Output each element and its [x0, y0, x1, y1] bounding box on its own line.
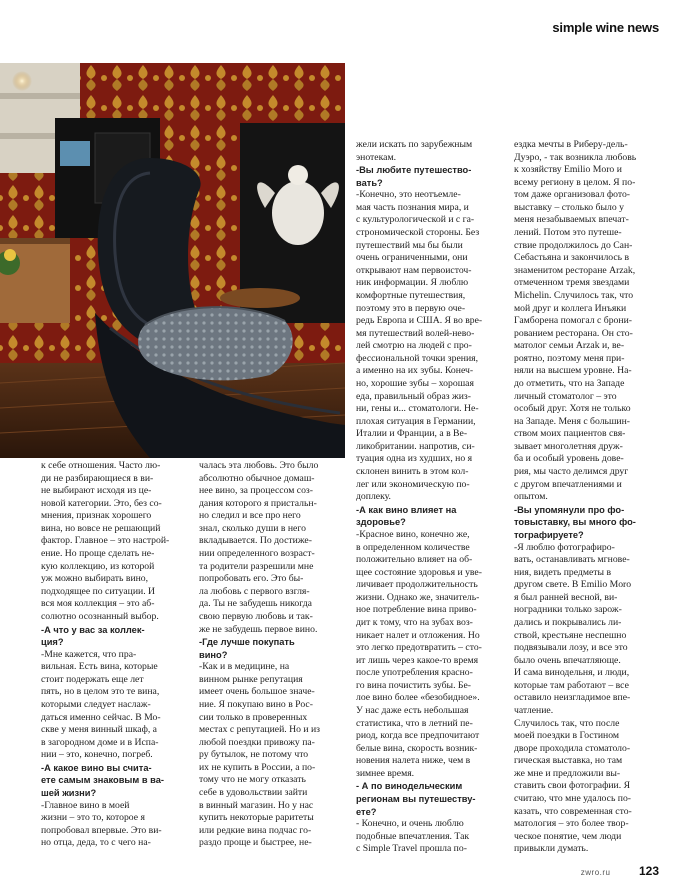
text-line: мнения, признак хорошего [41, 510, 152, 522]
text-line: мя путешествий волей-нево- [356, 327, 475, 339]
text-line: роятно, поэтому меня при- [514, 352, 625, 364]
text-line: меня незабываемых впечат- [514, 214, 629, 226]
text-line: оставило неизгладимое впе- [514, 692, 631, 704]
page-footer [581, 862, 659, 880]
text-line: ликобритании. напротив, си- [356, 440, 475, 452]
text-line: в загородном доме и в Испа- [41, 736, 159, 748]
text-line: рованием ресторана. Он сто- [514, 327, 633, 339]
text-line: уж можно выбирать вино, [41, 573, 149, 585]
text-line: даться именно сейчас. В Мо- [41, 711, 161, 723]
text-line: -Красное вино, конечно же, [356, 528, 470, 540]
text-line: солютно осознанный выбор. [41, 610, 159, 622]
text-line: У нас даже есть небольшая [356, 705, 469, 717]
text-line: энотекам. [356, 151, 397, 163]
question-line: -А что у вас за коллек- [41, 624, 145, 635]
text-line: а именно на их зубы. Конеч- [356, 365, 474, 377]
text-line: склонен винить в этом кол- [356, 466, 469, 478]
text-line: Michelin. Случилось так, что [514, 289, 634, 301]
text-line: И сама винодельня, и люди, [514, 667, 630, 679]
text-line: нии определенного возраст- [199, 548, 315, 560]
question-line: -А какое вино вы счита- [41, 762, 152, 773]
text-line: нее вино, за процессом соз- [199, 485, 313, 497]
text-line: лег или экономическую по- [356, 478, 470, 490]
text-line: моей поездки в Гостином [514, 730, 619, 742]
text-line: го вина почистить зубы. Бе- [356, 679, 471, 691]
text-column-4 [514, 139, 664, 856]
text-line: с культурологической и с га- [356, 214, 475, 226]
text-line: но следил и все про него [199, 510, 301, 522]
text-line: же не забудешь первое вино. [199, 623, 318, 635]
text-line: ение. Но проще сделать не- [41, 548, 155, 560]
text-line: попробовать его. Это бы- [199, 573, 304, 585]
text-line: никает налет и отложения. Но [356, 629, 480, 641]
text-line: знал, сколько души в него [199, 522, 306, 534]
text-line: которыми следует наслаж- [41, 698, 151, 710]
text-line: -Главное вино в моей [41, 799, 130, 811]
text-line: плохая ситуация в Германии, [356, 415, 476, 427]
text-line: не выбирают исходя из це- [41, 485, 152, 497]
question-line: ете самым знаковым в ва- [41, 775, 164, 786]
text-line: положительно влияет на об- [356, 554, 473, 566]
text-line: винном рынке репутация [199, 673, 303, 685]
text-line: дались и покрывались ли- [514, 616, 622, 628]
text-line: поэтому это в первую оче- [356, 302, 466, 314]
text-line: ни, гены и... стоматологи. Не- [356, 403, 479, 415]
text-line: или редкие вина подчас го- [199, 824, 312, 836]
text-line: ездка мечты в Риберу-дель- [514, 139, 628, 150]
text-line: дит к тому, что на зубах воз- [356, 616, 473, 628]
text-line: -Я люблю фотографиро- [514, 541, 615, 553]
text-column-2 [199, 460, 349, 850]
text-line: которые там работают – все [514, 679, 629, 691]
question-line: -Где лучше покупать [199, 637, 295, 648]
text-line: казать, что современная сто- [514, 805, 632, 817]
text-line: в винный магазин. Но у нас [199, 799, 314, 811]
text-line: пять, но в целом это те вина, [41, 686, 160, 698]
text-line: их не купить в России, а по- [199, 761, 316, 773]
text-line: купить некоторые раритеты [199, 812, 314, 824]
text-line: том даже организовал фото- [514, 189, 631, 201]
text-line: редь Европа и США. Я во вре- [356, 315, 483, 327]
text-line: Италии и Франции, а в Ве- [356, 428, 468, 440]
text-line: мой друг и коллега Инъяки [514, 302, 627, 314]
text-line: еда, правильный образ жиз- [356, 390, 471, 402]
text-line: гическая выставка, но там [514, 755, 623, 767]
text-line: новой категории. Это, без со- [41, 497, 162, 509]
text-line: скве у меня винный шкаф, а [41, 724, 157, 736]
text-line: кую коллекцию, из которой [41, 560, 155, 572]
text-line: новения налета ниже, чем в [356, 755, 471, 767]
text-line: считаю, что мне удалось по- [514, 793, 632, 805]
footer-site: zwro.ru [580, 868, 611, 877]
text-line: себе в удовольствии зайти [199, 787, 308, 799]
text-line: жизни. Однако же, значитель- [356, 591, 480, 603]
text-line: с другом впечатлениями и [514, 478, 622, 490]
text-line: белые вина, скорость возник- [356, 742, 478, 754]
text-line: мая часть познания мира, и [356, 201, 469, 213]
text-line: выставку – столько было у [514, 201, 624, 213]
text-line: статистика, что в летний пе- [356, 717, 473, 729]
text-line: но отца, деда, то с чего на- [41, 837, 151, 849]
text-line: подвязывали лозу, и все это [514, 642, 628, 654]
question-line: -А как вино влияет на [356, 504, 457, 515]
text-line: очень ограниченными, они [356, 252, 468, 264]
text-line: да. Ты не забудешь никогда [199, 598, 312, 610]
text-line: ла любовь с первого взгля- [199, 585, 310, 597]
text-line: в определенном количестве [356, 541, 470, 553]
text-line: ит лишь через какое-то время [356, 654, 479, 666]
text-line: имеет очень большое значе- [199, 686, 315, 698]
page-number: 123 [638, 864, 659, 878]
text-line: личивает продолжительность [356, 579, 478, 591]
text-line: к себе отношения. Часто лю- [41, 460, 161, 471]
text-line: жизни – это то, которое я [41, 812, 145, 824]
text-line: ческое понятие, чем люди [514, 830, 622, 842]
text-line: ствие продолжилось до Сан- [514, 239, 633, 251]
text-column-3 [356, 139, 506, 856]
text-line: открывают нам первоисточ- [356, 264, 472, 276]
text-line: ди не разбирающиеся в ви- [41, 472, 154, 484]
text-line: ставить свои фотографии. Я [514, 780, 631, 792]
question-line: -Вы любите путешество- [356, 165, 472, 176]
text-line: путешествий мы бы были [356, 239, 463, 251]
text-line: риод, когда все предпочитают [356, 730, 480, 742]
text-line: ние. Я покупаю вино в Рос- [199, 698, 313, 710]
text-line: раздо проще и быстрее, не- [199, 837, 312, 849]
question-line: - А по винодельческим [356, 781, 463, 792]
text-line: стоит подержать еще лет [41, 673, 144, 685]
question-line: товыставку, вы много фо- [514, 517, 636, 528]
text-line: нии – это, конечно, погреб. [41, 749, 153, 761]
question-line: тографируете? [514, 529, 584, 540]
text-line: подобные впечатления. Так [356, 830, 470, 842]
text-line: матология – это более твор- [514, 818, 629, 830]
text-line: -Как и в медицине, на [199, 661, 290, 673]
question-line: вино? [199, 649, 228, 660]
magazine-brand: simple wine news [552, 20, 659, 35]
text-line: Гамборена помогал с брони- [514, 315, 632, 327]
text-line: было очень впечатляюще. [514, 654, 621, 666]
text-line: Себастьяна и закончилось в [514, 252, 630, 264]
text-line: чалась эта любовь. Это было [199, 460, 319, 471]
text-line: тому что не могу отказать [199, 774, 306, 786]
text-line: няли на высшем уровне. На- [514, 365, 632, 377]
question-line: шей жизни? [41, 788, 97, 799]
text-line: после употребления красно- [356, 667, 473, 679]
text-line: местах с репутацией. Но и из [199, 724, 321, 736]
text-line: Случилось так, что после [514, 717, 620, 729]
text-line: подходящее по ситуации. И [41, 585, 156, 597]
text-line: отмеченном тремя звездами [514, 277, 630, 289]
text-line: дания которого я пристальн- [199, 497, 317, 509]
text-line: любой поездки привожу па- [199, 736, 315, 748]
text-line: зимнее время. [356, 767, 415, 779]
text-line: но, хорошие зубы – хорошая [356, 377, 474, 389]
text-line: доплеку. [356, 491, 391, 503]
text-line: я был ранней весной, ви- [514, 591, 618, 603]
text-line: всему региону в целом. Я по- [514, 176, 636, 188]
text-line: туация одна из худших, но я [356, 453, 473, 465]
text-line: жели искать по зарубежным [356, 139, 473, 150]
text-line: свою первую любовь и так- [199, 610, 313, 622]
text-line: щее состояние здоровья и уве- [356, 566, 482, 578]
text-line: рия, мы часто делимся друг [514, 466, 629, 478]
text-line: ник информации. Я люблю [356, 277, 469, 289]
text-line: вкладывается. По достиже- [199, 535, 312, 547]
text-line: дворе проходила стоматоло- [514, 742, 631, 754]
text-line: знаменитом ресторане Arzak, [514, 264, 636, 276]
text-line: зывает многолетняя друж- [514, 440, 623, 452]
dental-office-photo [0, 63, 345, 458]
text-column-1 [41, 460, 191, 850]
text-line: -Мне кажется, что пра- [41, 648, 137, 660]
text-line: ством моих пациентов свя- [514, 428, 626, 440]
text-line: личный стоматолог – это [514, 390, 617, 402]
text-line: с Simple Travel прошла по- [356, 843, 467, 855]
question-line: ция? [41, 637, 64, 648]
text-line: строномической стороны. Без [356, 227, 480, 239]
text-line: сии только в проверенных [199, 711, 308, 723]
text-line: чатление. [514, 705, 554, 717]
text-line: привыкли думать. [514, 843, 589, 855]
text-line: ния, видеть предметы в [514, 566, 612, 578]
text-line: ба и особый уровень дове- [514, 453, 624, 465]
text-line: ствой, крестьяне неспешно [514, 629, 627, 641]
text-line: та родители разрешили мне [199, 560, 314, 572]
question-line: здоровье? [356, 517, 406, 528]
text-line: лое вино более «безобидное». [356, 692, 480, 704]
text-line: вать, останавливать мгнове- [514, 554, 630, 566]
text-line: фактор. Главное – это настрой- [41, 535, 170, 547]
text-line: опытом. [514, 491, 548, 503]
text-line: фессиональной точки зрения, [356, 352, 479, 364]
text-line: комфортные путешествия, [356, 289, 466, 301]
text-line: на Западе. Меня с большин- [514, 415, 631, 427]
text-line: -Конечно, это неотъемле- [356, 189, 461, 201]
text-line: вся моя коллекция – это аб- [41, 598, 155, 610]
text-line: ноградники только зарож- [514, 604, 622, 616]
text-line: попробовал впервые. Это ви- [41, 824, 162, 836]
text-line: до отметить, что на Западе [514, 377, 625, 389]
text-line: лений. Потом это путеше- [514, 227, 622, 239]
text-line: вина, но вовсе не решающий [41, 522, 161, 534]
text-line: другом свете. В Emilio Moro [514, 579, 632, 591]
text-line: Дуэро, - так возникла любовь [514, 151, 637, 163]
text-line: - Конечно, и очень люблю [356, 818, 464, 830]
question-line: вать? [356, 177, 383, 188]
text-line: ное потребление вина приво- [356, 604, 477, 616]
text-line: это легко предотвратить – сто- [356, 642, 482, 654]
question-line: регионам вы путешеству- [356, 794, 476, 805]
text-line: лей смотрю на людей с про- [356, 340, 472, 352]
question-line: ете? [356, 806, 377, 817]
question-line: -Вы упомянули про фо- [514, 504, 625, 515]
text-line: матолог семьи Arzak и, ве- [514, 340, 625, 352]
text-line: особый друг. Хотя не только [514, 403, 631, 415]
text-line: вильная. Есть вина, которые [41, 661, 158, 673]
text-line: же мне и предложили вы- [514, 767, 621, 779]
text-line: к хозяйству Emilio Moro и [514, 164, 622, 176]
text-line: ру бутылок, не потому что [199, 749, 309, 761]
text-line: абсолютно обычное домаш- [199, 472, 315, 484]
